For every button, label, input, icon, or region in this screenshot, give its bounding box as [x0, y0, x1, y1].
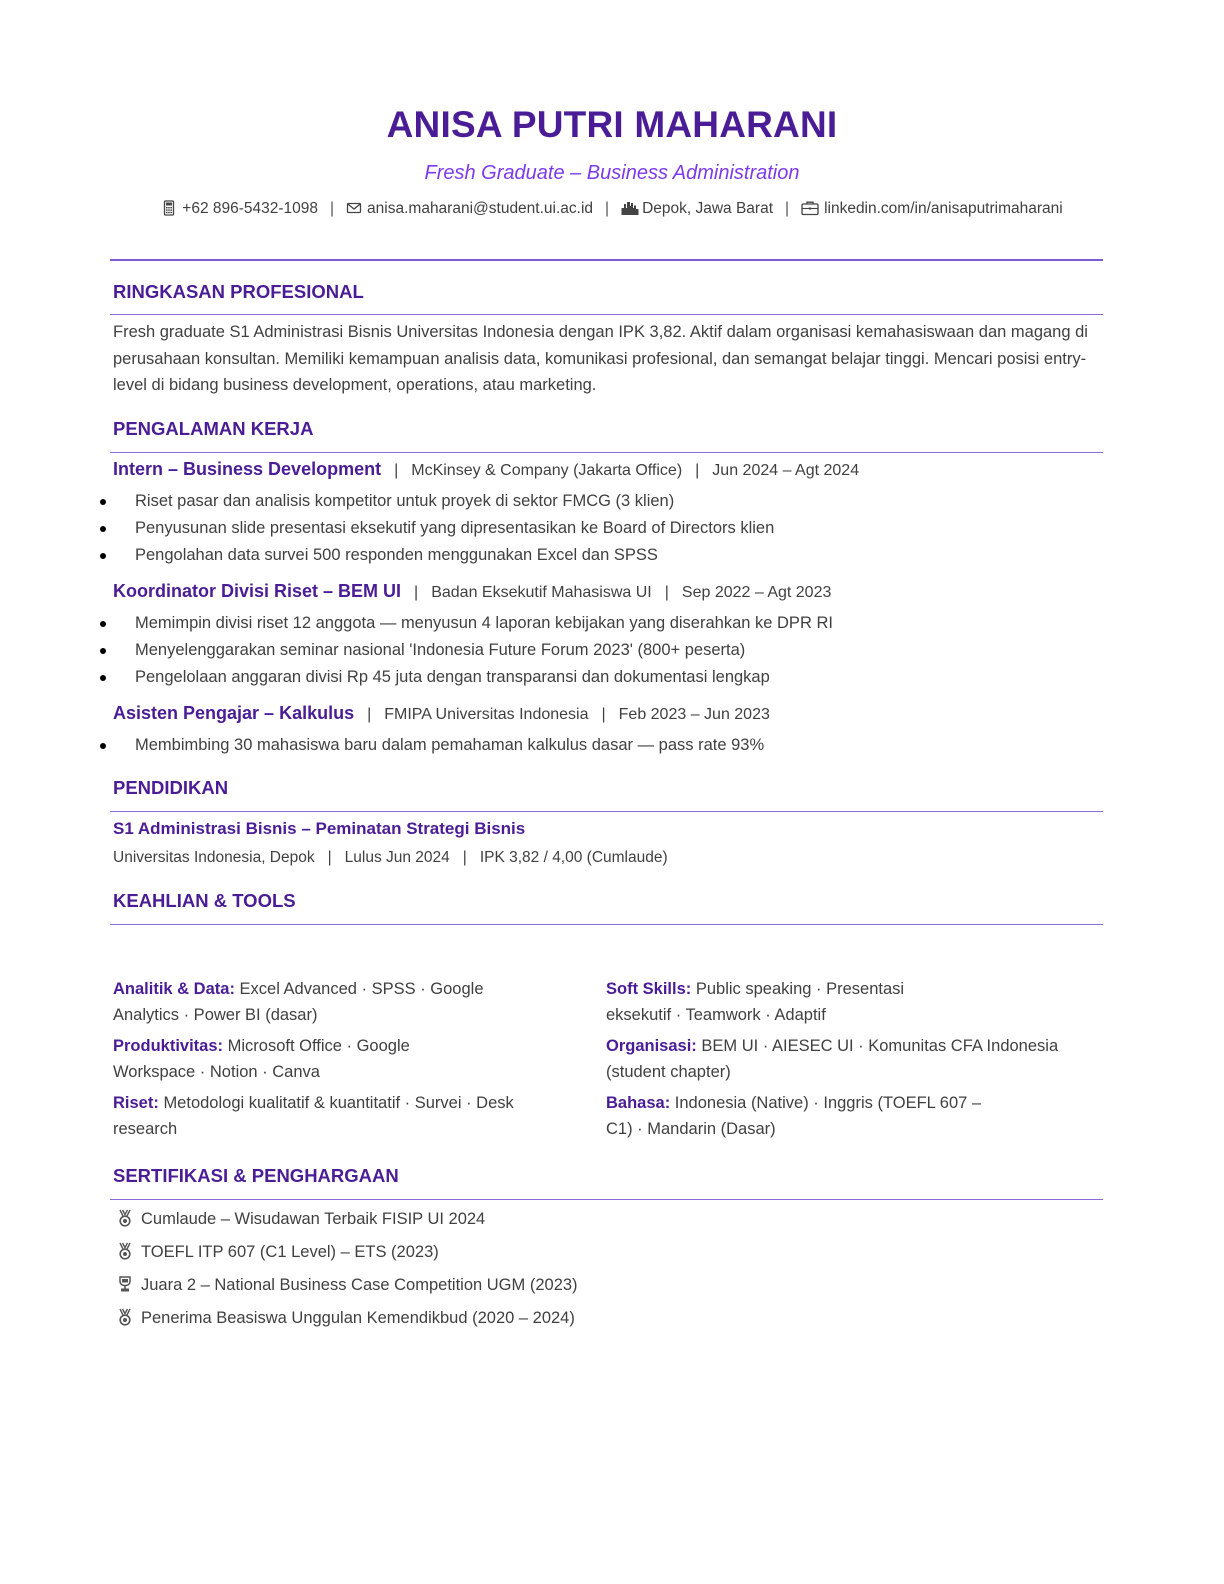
section-rule	[110, 924, 1103, 925]
job-role: Intern – Business Development	[113, 459, 382, 479]
job-company: FMIPA Universitas Indonesia	[384, 706, 589, 723]
city-icon	[621, 200, 637, 216]
trophy-icon	[117, 1275, 133, 1293]
education-gpa: IPK 3,82 / 4,00 (Cumlaude)	[479, 849, 668, 866]
contact-separator: |	[785, 200, 790, 217]
list-item: TOEFL ITP 607 (C1 Level) – ETS (2023)	[117, 1242, 439, 1262]
job-header: Koordinator Divisi Riset – BEM UI | Badan Eksekutif Mahasiswa UI | Sep 2022 – Agt 2023	[113, 581, 832, 601]
section-title-summary: RINGKASAN PROFESIONAL	[113, 281, 364, 302]
candidate-subtitle: Fresh Graduate – Business Administration	[424, 162, 800, 184]
list-item: Riset pasar dan analisis kompetitor untuk proyek di sektor FMCG (3 klien)	[100, 488, 1100, 515]
header-divider	[110, 259, 1103, 261]
job-bullets	[100, 610, 1100, 691]
list-item: Penerima Beasiswa Unggulan Kemendikbud (2020 – 2024)	[117, 1308, 575, 1328]
medal-icon	[117, 1308, 133, 1326]
contact-separator: |	[330, 200, 335, 217]
skill-group: Produktivitas: Microsoft Office · Google Workspace · Notion · Canva	[113, 1037, 410, 1081]
skill-group: Soft Skills: Public speaking · Presentasi eksekutif · Teamwork · Adaptif	[606, 980, 905, 1024]
contact-location: Depok, Jawa Barat	[642, 200, 774, 217]
list-item: Juara 2 – National Business Case Competition UGM (2023)	[117, 1275, 578, 1295]
education-graduation: Lulus Jun 2024	[344, 849, 450, 866]
section-rule	[110, 452, 1103, 453]
contact-linkedin[interactable]: linkedin.com/in/anisaputrimaharani	[824, 200, 1063, 217]
job-header: Intern – Business Development | McKinsey & Company (Jakarta Office) | Jun 2024 – Agt 2024	[113, 459, 860, 479]
skill-group: Bahasa: Indonesia (Native) · Inggris (TOEFL 607 – C1) · Mandarin (Dasar)	[606, 1094, 982, 1138]
list-item: Memimpin divisi riset 12 anggota — menyusun 4 laporan kebijakan yang diserahkan ke DPR RI	[100, 610, 1100, 637]
briefcase-icon	[801, 200, 819, 216]
list-item: Cumlaude – Wisudawan Terbaik FISIP UI 2024	[117, 1209, 485, 1229]
list-item: Pengolahan data survei 500 responden menggunakan Excel dan SPSS	[100, 542, 1100, 569]
skill-group: Riset: Metodologi kualitatif & kuantitatif · Survei · Desk research	[113, 1094, 514, 1138]
summary-text: Fresh graduate S1 Administrasi Bisnis Universitas Indonesia dengan IPK 3,82. Aktif dalam organisasi kemahasiswaan dan magang di perusahaan konsultan. Memiliki kemampuan analisis data, komunikasi profesional, dan semangat belajar tinggi. Mencari posisi entry-level di bidang business development, operations, atau marketing.	[113, 323, 1088, 394]
job-period: Sep 2022 – Agt 2023	[681, 584, 832, 601]
section-title-education: PENDIDIKAN	[113, 777, 229, 798]
job-role: Koordinator Divisi Riset – BEM UI	[113, 581, 402, 601]
job-bullets	[100, 488, 1100, 569]
job-period: Feb 2023 – Jun 2023	[618, 706, 770, 723]
contact-phone: +62 896-5432-1098	[182, 200, 319, 217]
section-rule	[110, 314, 1103, 315]
education-degree: S1 Administrasi Bisnis – Peminatan Strategi Bisnis	[113, 819, 526, 838]
job-company: McKinsey & Company (Jakarta Office)	[411, 462, 683, 479]
list-item: Pengelolaan anggaran divisi Rp 45 juta dengan transparansi dan dokumentasi lengkap	[100, 664, 1100, 691]
education-details: Universitas Indonesia, Depok | Lulus Jun 2024 | IPK 3,82 / 4,00 (Cumlaude)	[113, 849, 668, 866]
email-icon	[346, 200, 362, 216]
section-rule	[110, 1199, 1103, 1200]
job-company: Badan Eksekutif Mahasiswa UI	[431, 584, 652, 601]
medal-icon	[117, 1209, 133, 1227]
list-item: Penyusunan slide presentasi eksekutif yang dipresentasikan ke Board of Directors klien	[100, 515, 1100, 542]
job-period: Jun 2024 – Agt 2024	[712, 462, 860, 479]
contact-line	[0, 200, 1224, 218]
job-bullets	[100, 732, 1100, 759]
job-header: Asisten Pengajar – Kalkulus | FMIPA Universitas Indonesia | Feb 2023 – Jun 2023	[113, 703, 770, 723]
contact-email[interactable]: anisa.maharani@student.ui.ac.id	[367, 200, 594, 217]
job-role: Asisten Pengajar – Kalkulus	[113, 703, 355, 723]
medal-icon	[117, 1242, 133, 1260]
phone-icon	[161, 200, 177, 216]
section-title-certifications: SERTIFIKASI & PENGHARGAAN	[113, 1165, 399, 1186]
section-rule	[110, 811, 1103, 812]
section-title-experience: PENGALAMAN KERJA	[113, 418, 314, 439]
candidate-name: ANISA PUTRI MAHARANI	[386, 104, 838, 145]
skill-group: Analitik & Data: Excel Advanced · SPSS · Google Analytics · Power BI (dasar)	[113, 980, 484, 1024]
education-school: Universitas Indonesia, Depok	[113, 849, 315, 866]
section-title-skills: KEAHLIAN & TOOLS	[113, 890, 296, 911]
skill-group: Organisasi: BEM UI · AIESEC UI · Komunitas CFA Indonesia (student chapter)	[606, 1037, 1059, 1081]
list-item: Menyelenggarakan seminar nasional 'Indonesia Future Forum 2023' (800+ peserta)	[100, 637, 1100, 664]
contact-separator: |	[605, 200, 610, 217]
list-item: Membimbing 30 mahasiswa baru dalam pemahaman kalkulus dasar — pass rate 93%	[100, 732, 1100, 759]
